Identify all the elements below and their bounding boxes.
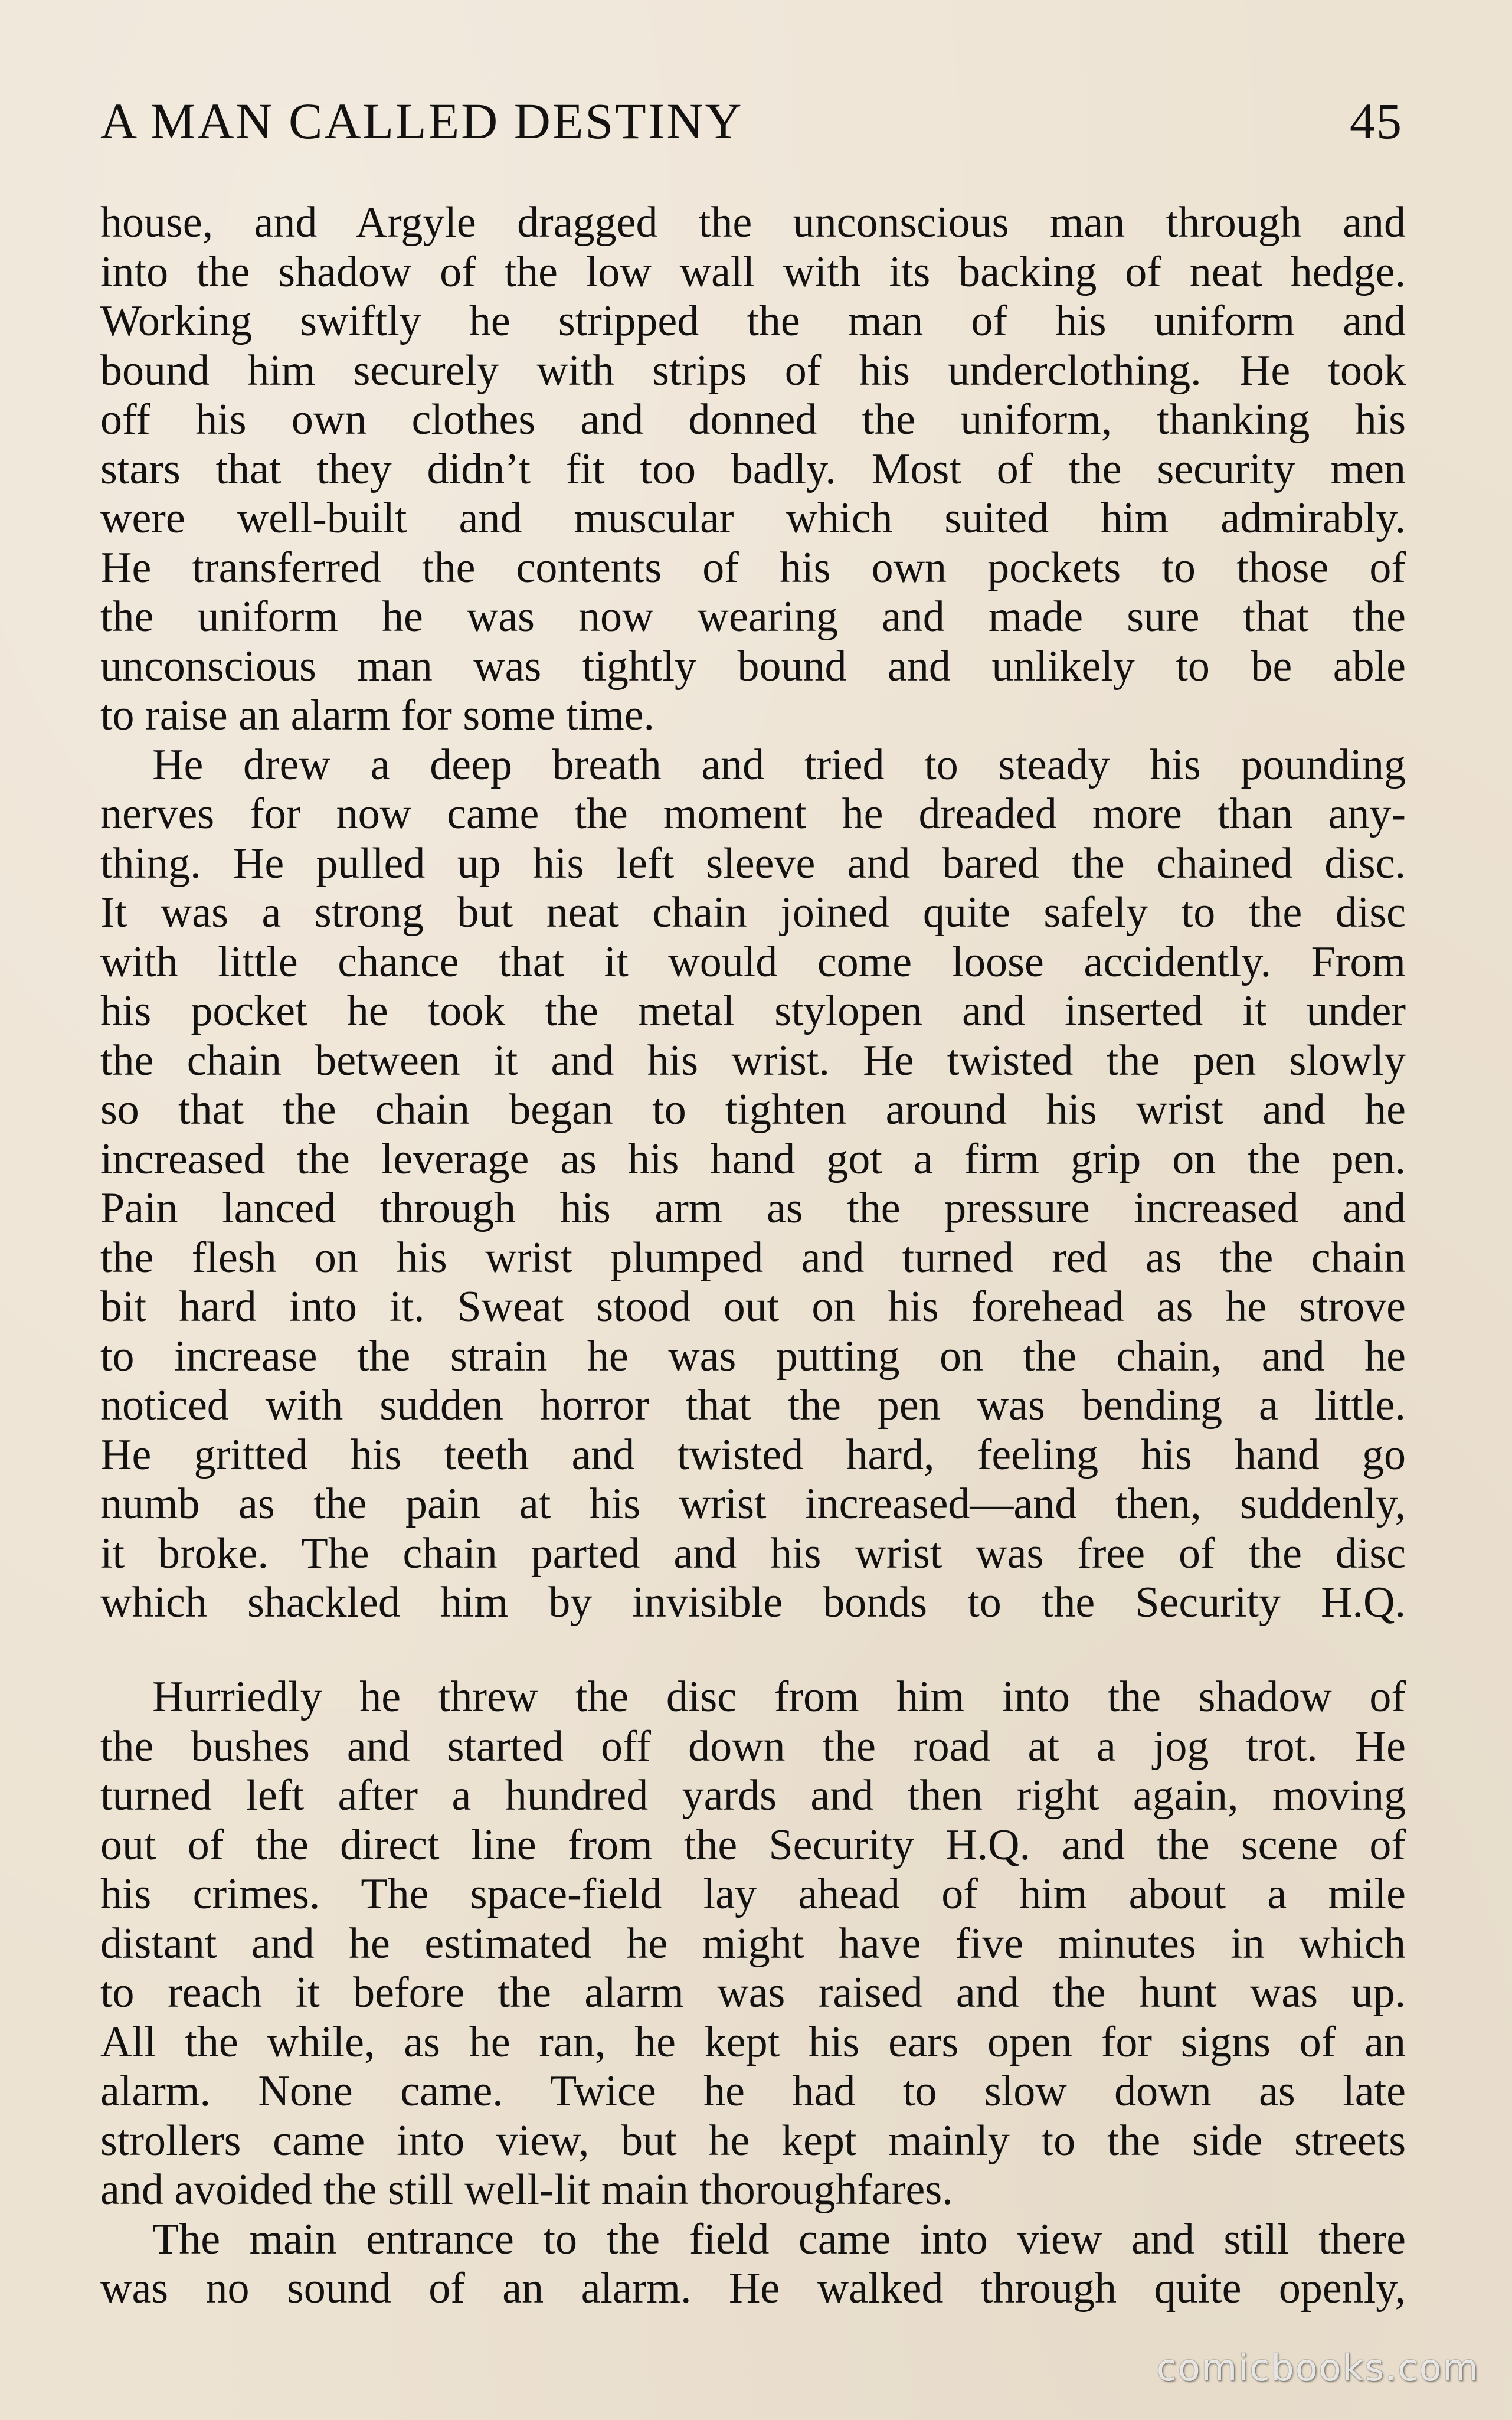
text-line: All the while, as he ran, he kept his ears open for signs of an <box>100 2017 1406 2066</box>
text-line: Working swiftly he stripped the man of his uniform and <box>100 297 1406 345</box>
text-line: alarm. None came. Twice he had to slow down as late <box>100 2067 1406 2115</box>
text-line: bit hard into it. Sweat stood out on his forehead as he strove <box>100 1283 1406 1331</box>
text-line: unconscious man was tightly bound and unlikely to be able <box>100 642 1406 691</box>
paragraph-first-line: Hurriedly he threw the disc from him into the shadow of <box>152 1673 1406 1721</box>
text-line: which shackled him by invisible bonds to the Security H.Q. <box>100 1578 1406 1627</box>
paragraph-end-line: and avoided the still well-lit main thoroughfares. <box>100 2166 953 2214</box>
text-line: house, and Argyle dragged the unconscious man through and <box>100 198 1406 247</box>
text-line: with little chance that it would come loose accidently. From <box>100 937 1406 986</box>
text-line: strollers came into view, but he kept mainly to the side streets <box>100 2116 1406 2165</box>
page-number: 45 <box>1350 93 1403 149</box>
text-line: the flesh on his wrist plumped and turned red as the chain <box>100 1233 1406 1282</box>
text-line: to increase the strain he was putting on the chain, and he <box>100 1332 1406 1381</box>
paragraph-first-line: He drew a deep breath and tried to steady his pounding <box>152 740 1406 789</box>
text-line: the chain between it and his wrist. He twisted the pen slowly <box>100 1036 1406 1085</box>
text-line: nerves for now came the moment he dreaded more than any- <box>100 790 1406 838</box>
text-line: so that the chain began to tighten around his wrist and he <box>100 1085 1406 1134</box>
text-line: the bushes and started off down the road at a jog trot. He <box>100 1722 1406 1771</box>
running-head-title: A MAN CALLED DESTINY <box>100 93 744 149</box>
running-header <box>100 91 1403 156</box>
text-line: out of the direct line from the Security H.Q. and the scene of <box>100 1820 1406 1869</box>
text-line: it broke. The chain parted and his wrist was free of the disc <box>100 1529 1406 1578</box>
text-line: Pain lanced through his arm as the pressure increased and <box>100 1184 1406 1232</box>
text-line: the uniform he was now wearing and made sure that the <box>100 593 1406 641</box>
text-line: thing. He pulled up his left sleeve and bared the chained disc. <box>100 839 1406 888</box>
text-line: his crimes. The space-field lay ahead of him about a mile <box>100 1870 1406 1918</box>
text-line: distant and he estimated he might have five minutes in which <box>100 1919 1406 1968</box>
paragraph-end-line: to raise an alarm for some time. <box>100 691 655 740</box>
text-line: turned left after a hundred yards and then right again, moving <box>100 1771 1406 1820</box>
text-line: noticed with sudden horror that the pen was bending a little. <box>100 1381 1406 1430</box>
text-line: to reach it before the alarm was raised and the hunt was up. <box>100 1968 1406 2017</box>
watermark: comicbooks.com <box>1156 2346 1480 2389</box>
body-text-section-1 <box>100 198 1406 1628</box>
text-line: He transferred the contents of his own pockets to those of <box>100 543 1406 592</box>
text-line: increased the leverage as his hand got a firm grip on the pen. <box>100 1134 1406 1183</box>
text-line: numb as the pain at his wrist increased—and then, suddenly, <box>100 1480 1406 1528</box>
text-line: stars that they didn’t fit too badly. Most of the security men <box>100 444 1406 493</box>
text-line: were well-built and muscular which suited him admirably. <box>100 494 1406 542</box>
text-line: It was a strong but neat chain joined quite safely to the disc <box>100 888 1406 937</box>
text-line: his pocket he took the metal stylopen and inserted it under <box>100 987 1406 1035</box>
paragraph-first-line: The main entrance to the field came into view and still there <box>152 2215 1406 2264</box>
text-line: bound him securely with strips of his underclothing. He took <box>100 346 1406 395</box>
text-line: was no sound of an alarm. He walked through quite openly, <box>100 2264 1406 2313</box>
text-line: into the shadow of the low wall with its backing of neat hedge. <box>100 247 1406 296</box>
text-line: He gritted his teeth and twisted hard, feeling his hand go <box>100 1430 1406 1479</box>
text-line: off his own clothes and donned the uniform, thanking his <box>100 395 1406 444</box>
body-text-section-2 <box>100 1673 1406 2314</box>
